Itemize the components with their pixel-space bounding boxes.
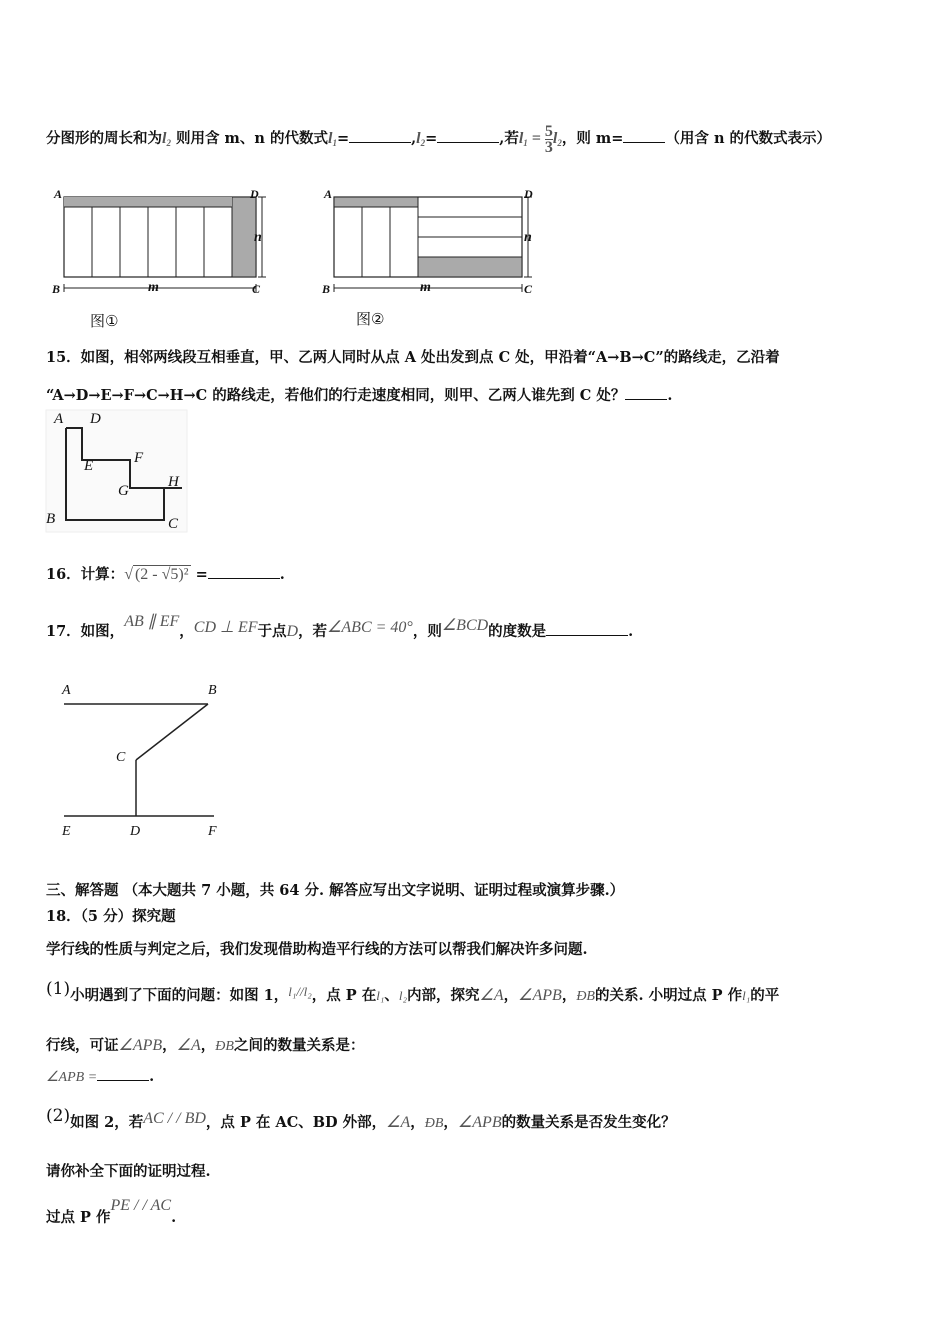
q17-point-d: D bbox=[286, 623, 299, 640]
q18-p2-parallel: AC / / BD bbox=[143, 1110, 206, 1127]
q18-p1-angle-apb: ∠APB bbox=[518, 987, 562, 1004]
q18-part2-line: (2)如图 2，若AC / / BD，点 P 在 AC、BD 外部，∠A，ÐB，∠APB的数量关系是否发生变化？ bbox=[46, 1106, 676, 1131]
q15-label-c: C bbox=[168, 516, 179, 532]
ratio-expr: $l_1$ = $\frac{5}{3}$ $l_2$ bbox=[518, 123, 562, 156]
q14-eq2: = bbox=[425, 130, 438, 148]
q15-label-e: E bbox=[84, 458, 94, 474]
q18-p2-pe-parallel: PE / / AC bbox=[110, 1197, 172, 1214]
q15-line-1: 15．如图，相邻两线段互相垂直，甲、乙两人同时从点 A 处出发到点 C 处，甲沿着“A→B→C”的路线走，乙沿着 bbox=[46, 349, 780, 366]
q15-label-f: F bbox=[134, 450, 144, 466]
q17-label-b: B bbox=[208, 683, 217, 698]
answer-blank-l1[interactable] bbox=[349, 130, 411, 143]
q18-part1-number: (1) bbox=[46, 979, 71, 999]
section-3-note: （本大题共 7 小题，共 64 分. 解答应写出文字说明、证明过程或演算步骤.） bbox=[123, 882, 625, 899]
fig1-label-d: D bbox=[250, 187, 259, 201]
q17-perp-condition: CD ⊥ EF bbox=[193, 619, 258, 636]
fig2-caption: 图② bbox=[356, 310, 385, 328]
q18-p1l2-angle-apb: ∠APB bbox=[118, 1037, 163, 1054]
fig1-label-c: C bbox=[252, 282, 261, 296]
q18-part2-ask: 请你补全下面的证明过程. bbox=[46, 1163, 211, 1180]
q15-label-a: A bbox=[54, 411, 64, 427]
q18-p1-angle-b: ÐB bbox=[576, 989, 595, 1004]
q18-p2-angle-apb: ∠APB bbox=[457, 1114, 502, 1131]
q18-header: 18．（5 分）探究题 bbox=[46, 908, 176, 925]
q17-label-c: C bbox=[116, 750, 126, 765]
q18-part1-line2: 行线，可证∠APB，∠A，ÐB之间的数量关系是： bbox=[46, 1037, 365, 1054]
q18-part2-proof: 过点 P 作PE / / AC. bbox=[46, 1197, 177, 1226]
section-3-heading bbox=[46, 879, 624, 900]
answer-blank-q15[interactable] bbox=[625, 387, 667, 400]
q17-label-d: D bbox=[130, 824, 141, 839]
fig1-label-a: A bbox=[54, 187, 63, 201]
q14-text-part: ,若 bbox=[499, 130, 519, 148]
q14-comma: , bbox=[411, 130, 417, 148]
q17-figure bbox=[60, 696, 230, 826]
answer-blank-q16[interactable] bbox=[208, 566, 280, 579]
fig2-label-b: B bbox=[322, 282, 331, 296]
q17-angle-abc: ∠ABC = 40° bbox=[327, 619, 413, 636]
q18-p1-parallel: l₁//l₂ bbox=[288, 984, 312, 999]
q18-part1-answer: ∠APB = . bbox=[46, 1068, 155, 1085]
answer-blank-q17[interactable] bbox=[546, 623, 628, 636]
fig1-caption: 图① bbox=[90, 312, 119, 330]
q18-part1-line1: (1)小明遇到了下面的问题：如图 1，l₁//l₂，点 P 在l₁、l₂内部，探究∠A，∠APB，ÐB的关系. 小明过点 P 作l₁的平 bbox=[46, 979, 780, 1004]
fig1-outer-rect bbox=[64, 197, 256, 277]
fig2-label-n: n bbox=[524, 230, 532, 245]
q18-p1-l1: l₁ bbox=[376, 988, 385, 1003]
q16-line: 16．计算：√ (2 - √5)² = . bbox=[46, 566, 285, 583]
q18-p1-l2: l₂ bbox=[398, 988, 408, 1003]
q17-label-f: F bbox=[208, 824, 217, 839]
l2-symbol-b: $l_2$ bbox=[416, 130, 426, 149]
q15-label-d: D bbox=[90, 411, 101, 427]
q16-expression: √ (2 - √5)² bbox=[124, 566, 189, 583]
fig2-label-m: m bbox=[420, 280, 431, 295]
q16-label: 16．计算： bbox=[46, 566, 125, 583]
section-3-title: 三、解答题 bbox=[46, 882, 119, 899]
q18-p1l2-angle-a: ∠A bbox=[176, 1037, 201, 1054]
q14-text-line bbox=[46, 124, 831, 155]
q15-line-2: “A→D→E→F→C→H→C 的路线走，若他们的行走速度相同，则甲、乙两人谁先到 C 处？ . bbox=[46, 387, 673, 404]
q15-label-h: H bbox=[168, 474, 179, 490]
fig1-label-b: B bbox=[52, 282, 61, 296]
q17-label: 17．如图， bbox=[46, 623, 125, 640]
q17-line: 17．如图，AB ∥ EF，CD ⊥ EF于点D，若∠ABC = 40°，则∠BCD的度数是 . bbox=[46, 613, 634, 640]
q18-p1-angle-a: ∠A bbox=[479, 987, 504, 1004]
fig2-label-a: A bbox=[324, 187, 333, 201]
q18-intro: 学行线的性质与判定之后，我们发现借助构造平行线的方法可以帮我们解决许多问题. bbox=[46, 941, 588, 958]
q18-p1-l1-b: l₁ bbox=[742, 988, 751, 1003]
fig1-shaded-right bbox=[232, 197, 256, 277]
fig2-shaded-top bbox=[334, 197, 418, 207]
fig1-label-n: n bbox=[254, 230, 262, 245]
answer-blank-q18-1[interactable] bbox=[97, 1068, 149, 1081]
l1-symbol: $l_1$ bbox=[327, 130, 337, 149]
l2-symbol: $l_2$ bbox=[162, 130, 171, 149]
q17-label-a: A bbox=[62, 683, 71, 698]
q17-label-e: E bbox=[62, 824, 71, 839]
q14-text-part: （用含 n 的代数式表示） bbox=[665, 130, 832, 148]
q18-p2-angle-a: ∠A bbox=[386, 1114, 411, 1131]
q18-p1l2-angle-b: ÐB bbox=[215, 1039, 234, 1054]
answer-blank-l2[interactable] bbox=[437, 130, 499, 143]
q14-eq: = bbox=[336, 130, 350, 148]
q15-label-b: B bbox=[46, 511, 56, 527]
fig2-label-c: C bbox=[524, 282, 533, 296]
answer-blank-m[interactable] bbox=[623, 130, 665, 143]
q18-part2-number: (2) bbox=[46, 1106, 71, 1126]
fig1-label-m: m bbox=[148, 280, 159, 295]
q15-label-g: G bbox=[118, 483, 129, 499]
q17-parallel-condition: AB ∥ EF bbox=[124, 613, 180, 630]
q18-p1-answer-label: ∠APB = bbox=[46, 1070, 98, 1085]
q14-text-part: ，则 m= bbox=[561, 130, 624, 148]
fig2-shaded-bottom bbox=[418, 257, 522, 277]
q18-p2-angle-b: ÐB bbox=[424, 1116, 444, 1131]
q14-text-part: 分图形的周长和为 bbox=[46, 130, 162, 148]
fig2-label-d: D bbox=[524, 187, 533, 201]
q14-text-part: 则用含 m、n 的代数式 bbox=[170, 130, 328, 148]
q17-angle-bcd: ∠BCD bbox=[441, 617, 489, 634]
figure-1 bbox=[46, 180, 286, 340]
fig1-shaded-top-fill bbox=[64, 197, 232, 207]
